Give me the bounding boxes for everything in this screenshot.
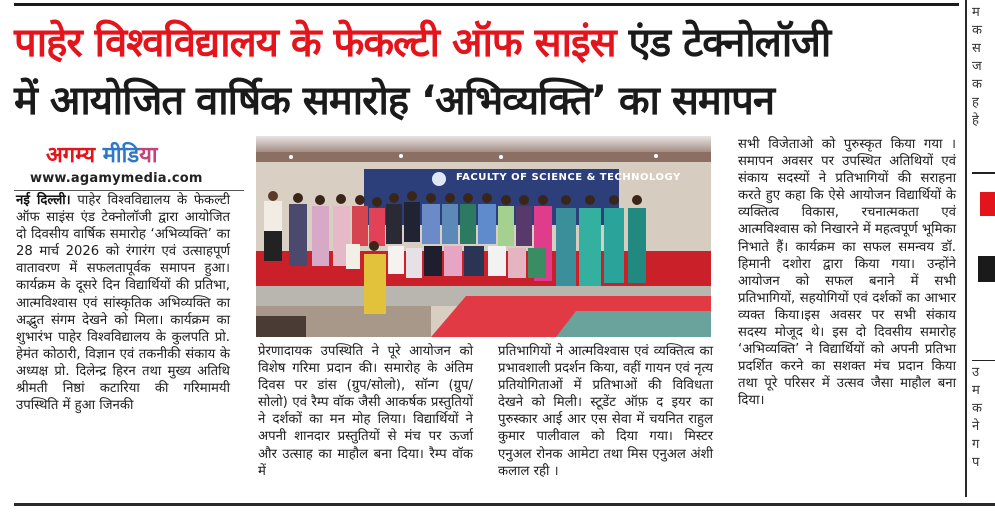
logo-word-3: या: [139, 143, 158, 168]
logo-word-2: मीडि: [102, 143, 140, 168]
adjacent-headline-red-fragment: [980, 192, 995, 216]
photo-banner-text: FACULTY OF SCIENCE & TECHNOLOGY: [456, 172, 681, 183]
headline-line-1: [14, 18, 830, 68]
adjacent-line: प: [972, 455, 980, 470]
adjacent-rule: [972, 360, 995, 361]
column-divider: [965, 0, 967, 497]
adjacent-rule: [972, 172, 995, 174]
adjacent-line: स: [972, 41, 981, 56]
article-column-4: सभी विजेताओ को पुरुस्कृत किया गया । समापन अवसर पर उपस्थित अतिथियों एवं संकाय सदस्यों ने प्रतिभागियों की सराहना करते हुए कहा कि ऐसे आयोजन विद्यार्थियों के व्यक्तित्व विकास, रचनात्मकता एवं आत्मविश्वास को निखारने में महत्वपूर्ण भूमिका निभाते हैं। कार्यक्रम का सफल समन्वय डॉ. हिमानी दशोरा द्वारा किया गया। उन्होंने आयोजन को सफल बनाने में सभी प्रतिभागियों, सहयोगियों एवं दर्शकों का आभार व्यक्त किया।इस अवसर पर सभी संकाय सदस्य मोजूद थे। इस दो दिवसीय समारोह ‘अभिव्यक्ति’ ने विद्यार्थियों को अपनी प्रतिभा प्रदर्शित करने का सशक्त मंच प्रदान किया तथा पूरे परिसर में उत्सव जैसा माहौल बना दिया।: [738, 137, 956, 409]
article-column-1-text: पाहेर विश्वविद्यालय के फेकल्टी ऑफ साइंस एंड टेक्नोलॉजी द्वारा आयोजित दो दिवसीय वार्षिक समारोह ‘अभिव्यक्ति’ का 28 मार्च 2026 को रंगारंग एवं उत्साहपूर्ण वातावरण में सफलतापूर्वक समापन हुआ। कार्यक्रम के दूसरे दिन विद्यार्थियों की प्रतिभा, आत्मविश्वास एवं सांस्कृतिक अभिव्यक्ति का अद्भुत संगम देखने को मिला। कार्यक्रम का शुभारंभ पाहेर विश्वविद्यालय के कुलपति प्रो. हेमंत कोठारी, विज्ञान एवं तकनीकी संकाय के अध्यक्ष प्रो. दिलेन्द्र हिरन तथा मुख्य अतिथि श्रीमती निष्ठां कटारिया की गरिमामयी उपस्थिति में हुआ जिनकी: [16, 193, 230, 414]
adjacent-headline-black-fragment: [978, 256, 995, 282]
logo-divider: [14, 190, 244, 191]
article-column-1: [16, 192, 230, 414]
adjacent-article-bottom: [972, 364, 995, 472]
event-group-photo: [256, 136, 711, 337]
adjacent-line: ह: [972, 95, 979, 110]
adjacent-line: म: [972, 5, 980, 20]
agamy-media-logo: [46, 142, 158, 170]
adjacent-line: क: [972, 401, 982, 416]
adjacent-line: क: [972, 23, 982, 38]
bottom-rule: [14, 503, 995, 506]
adjacent-line: ने: [972, 419, 980, 434]
adjacent-line: उ: [972, 365, 980, 380]
dateline: नई दिल्ली।: [16, 193, 71, 208]
headline-black-part: एंड टेक्नोलॉजी: [615, 20, 831, 66]
adjacent-article-top: [972, 4, 995, 130]
top-rule: [14, 3, 959, 6]
adjacent-line: हे: [972, 113, 979, 128]
adjacent-line: क: [972, 77, 982, 92]
adjacent-line: ज: [972, 59, 982, 74]
source-url[interactable]: www.agamymedia.com: [30, 171, 203, 186]
article-column-2: प्रेरणादायक उपस्थिति ने पूरे आयोजन को विशेष गरिमा प्रदान की। समारोह के अंतिम दिवस पर डांस (ग्रुप/सोलो), सॉन्ग (ग्रुप/सोलो) एवं रैम्प वॉक जैसी आकर्षक प्रस्तुतियों ने दर्शकों का मन मोह लिया। विद्यार्थियों ने अपनी शानदार प्रस्तुतियों से मंच पर ऊर्जा और उत्साह का माहौल बना दिया। रैम्प वॉक में: [258, 344, 473, 479]
logo-word-1: अगम्य: [46, 143, 96, 168]
adjacent-line: म: [972, 383, 980, 398]
adjacent-line: ग: [972, 437, 980, 452]
article-column-3: प्रतिभागियों ने आत्मविश्वास एवं व्यक्तित्व का प्रभावशाली प्रदर्शन किया, वहीं गायन एवं नृत्य प्रतियोगिताओं में प्रतिभाओं की विविधता देखने को मिली। स्टूडेंट ऑफ़ द इयर का पुरुस्कार आई आर एस सेवा में चयनित राहुल कुमार पालीवाल को दिया गया। मिस्टर एनुअल रोनक आमेटा तथा मिस एनुअल अंशी कलाल रही ।: [498, 344, 713, 479]
headline-line-2: में आयोजित वार्षिक समारोह ‘अभिव्यक्ति’ का समापन: [14, 78, 775, 124]
headline-red-part: पाहेर विश्वविद्यालय के फेकल्टी ऑफ साइंस: [14, 20, 616, 66]
